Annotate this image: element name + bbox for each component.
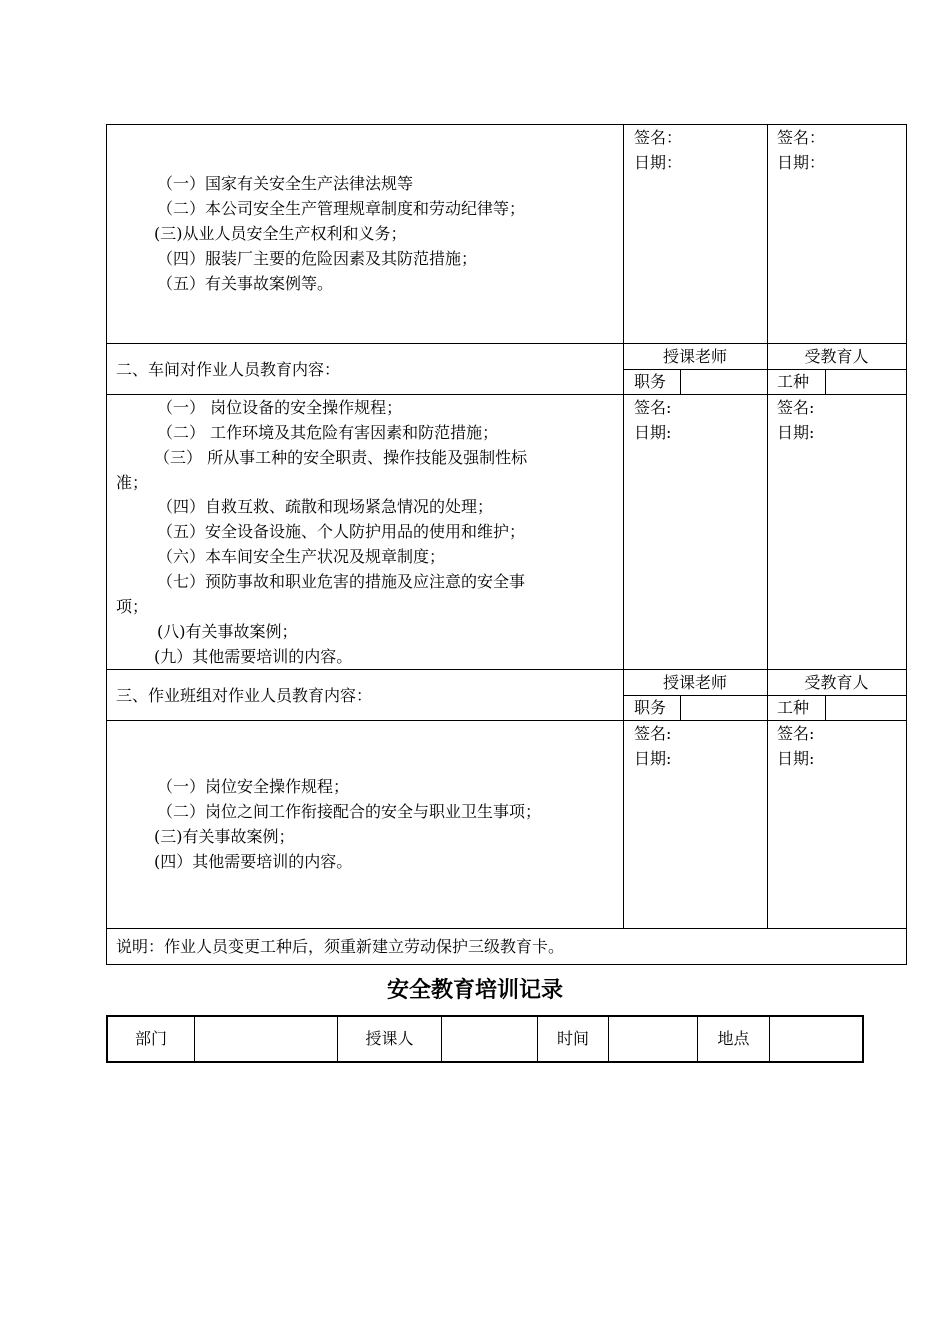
time-label: 时间 [556,1029,589,1048]
section2-item: （四）自救互救、疏散和现场紧急情况的处理； [157,497,494,516]
section3-item: （二）岗位之间工作衔接配合的安全与职业卫生事项； [157,802,542,821]
trainee-sign-label: 签名: [777,398,815,417]
trainee-header: 受教育人 [804,673,869,692]
worktype-field-divider [825,369,826,394]
section3-item: (四）其他需要培训的内容。 [154,852,353,871]
section3-item: (三)有关事故案例； [154,827,295,846]
note-text: 说明：作业人员变更工种后，须重新建立劳动保护三级教育卡。 [116,937,565,956]
section2-heading: 二、车间对作业人员教育内容： [116,360,341,379]
section1-item: （四）服装厂主要的危险因素及其防范措施； [157,249,478,268]
section2-item: （三） 所从事工种的安全职责、操作技能及强制性标 [154,448,528,467]
table-border-left [106,124,107,965]
trainee-header: 受教育人 [804,347,869,366]
position-field-divider [680,369,681,394]
section1-item: （二）本公司安全生产管理规章制度和劳动纪律等； [157,199,526,218]
section2-item: （六）本车间安全生产状况及规章制度； [157,547,446,566]
teacher-header: 授课老师 [662,673,727,692]
column-divider-teacher [623,124,624,928]
trainee-sign-label: 签名: [777,724,815,743]
row-divider [106,928,907,929]
section2-item: （五）安全设备设施、个人防护用品的使用和维护； [157,522,526,541]
teacher-sign-label: 签名： [634,128,683,147]
section1-item: （五）有关事故案例等。 [157,274,334,293]
teacher-date-label: 日期: [634,423,672,442]
trainee-sign-label: 签名： [777,128,826,147]
worktype-label: 工种 [777,372,810,391]
trainee-date-label: 日期: [777,749,815,768]
teacher-date-label: 日期: [634,749,672,768]
column-divider-trainee [767,124,768,928]
trainee-date-label: 日期： [777,153,826,172]
teacher-value[interactable] [442,1017,537,1061]
teacher-label: 授课人 [365,1029,414,1048]
section2-item: （七）预防事故和职业危害的措施及应注意的安全事 [157,572,526,591]
section2-item-wrap: 项； [116,597,149,616]
worktype-field-divider [825,695,826,720]
teacher-sign-label: 签名: [634,398,672,417]
place-value[interactable] [770,1017,862,1061]
section2-item: （一） 岗位设备的安全操作规程； [157,398,403,417]
section2-item: (九）其他需要培训的内容。 [154,647,353,666]
section2-item: (八)有关事故案例； [157,622,298,641]
record-title: 安全教育培训记录 [386,978,563,1003]
table-border-bottom [106,964,907,965]
section2-item-wrap: 准； [116,473,149,492]
teacher-sign-label: 签名: [634,724,672,743]
dept-label: 部门 [134,1029,167,1048]
section1-item: （一）国家有关安全生产法律法规等 [157,174,414,193]
section3-heading: 三、作业班组对作业人员教育内容： [116,686,373,705]
position-label: 职务 [634,698,667,717]
time-value[interactable] [609,1017,697,1061]
dept-value[interactable] [195,1017,337,1061]
teacher-date-label: 日期： [634,153,683,172]
section1-item: (三)从业人员安全生产权利和义务； [154,224,407,243]
position-label: 职务 [634,372,667,391]
record-table [106,1015,864,1063]
teacher-header: 授课老师 [662,347,727,366]
section2-item: （二） 工作环境及其危险有害因素和防范措施； [157,423,499,442]
position-field-divider [680,695,681,720]
place-label: 地点 [717,1029,750,1048]
section3-item: （一）岗位安全操作规程； [157,777,350,796]
worktype-label: 工种 [777,698,810,717]
trainee-date-label: 日期: [777,423,815,442]
table-border-right [906,124,907,965]
